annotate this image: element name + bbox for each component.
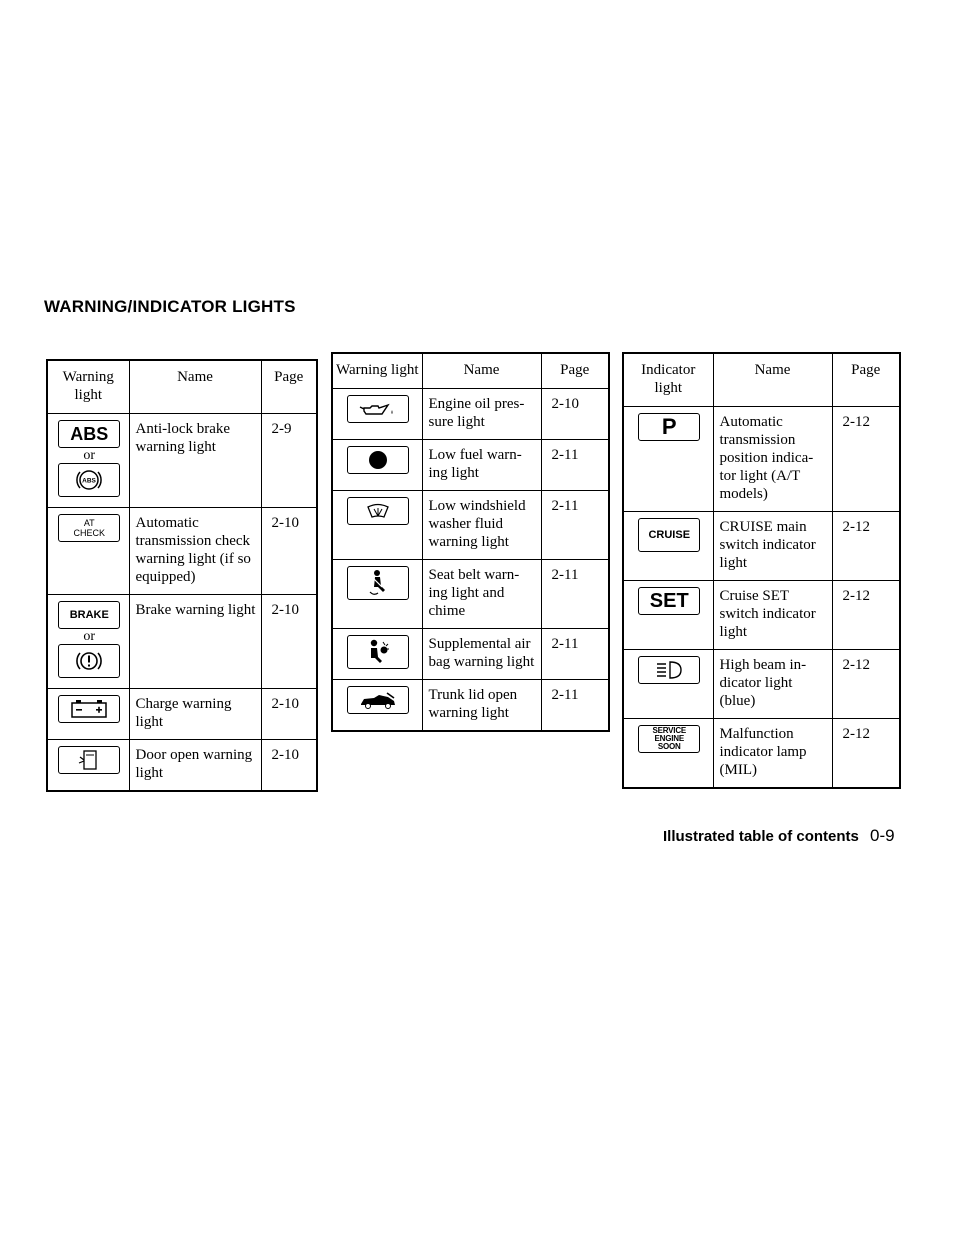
or-text: or xyxy=(83,629,96,644)
row-page: 2-11 xyxy=(541,491,609,560)
header-name: Name xyxy=(422,353,541,389)
park-position-icon xyxy=(638,413,700,441)
header-name: Name xyxy=(129,360,261,414)
set-icon xyxy=(638,587,700,615)
table-header xyxy=(47,360,317,414)
abs-label: ABS xyxy=(70,424,109,444)
row-name: Door open warning light xyxy=(129,740,261,792)
header-indicator-light: Indicator light xyxy=(623,353,713,407)
or-text: or xyxy=(83,448,96,463)
ses-line1: SERVICE xyxy=(652,726,687,735)
washer-icon xyxy=(347,497,409,525)
header-warning-light: Warning light xyxy=(332,353,422,389)
table-row xyxy=(47,740,317,792)
fuel-dot-icon xyxy=(347,446,409,474)
ses-line2: ENGINE xyxy=(654,734,684,743)
at-check-line1: AT xyxy=(83,518,95,528)
table-row xyxy=(47,508,317,595)
abs-circle-label: ABS xyxy=(82,477,97,485)
footer-section-title: Illustrated table of contents xyxy=(663,828,859,845)
table-row xyxy=(332,680,609,732)
table-row xyxy=(47,414,317,508)
row-name: High beam in- dicator light (blue) xyxy=(713,650,832,719)
ses-line3: SOON xyxy=(657,742,681,751)
table-row xyxy=(47,595,317,689)
row-page: 2-11 xyxy=(541,680,609,732)
oil-can-icon xyxy=(347,395,409,423)
warning-lights-table-2 xyxy=(331,352,610,732)
table-row xyxy=(623,407,900,512)
row-page: 2-11 xyxy=(541,629,609,680)
abs-text-icon xyxy=(58,420,120,448)
row-name: Malfunction indicator lamp (MIL) xyxy=(713,719,832,789)
table-row xyxy=(332,440,609,491)
warning-lights-table-1 xyxy=(46,359,318,792)
icon-cell xyxy=(623,407,713,512)
row-page: 2-12 xyxy=(832,719,900,789)
row-name: Anti-lock brake warning light xyxy=(129,414,261,508)
park-label: P xyxy=(661,414,677,439)
row-page: 2-10 xyxy=(541,389,609,440)
row-name: Engine oil pres- sure light xyxy=(422,389,541,440)
row-name: Seat belt warn- ing light and chime xyxy=(422,560,541,629)
icon-cell xyxy=(47,595,129,689)
table-row xyxy=(623,650,900,719)
row-page: 2-12 xyxy=(832,650,900,719)
icon-cell xyxy=(332,629,422,680)
row-page: 2-12 xyxy=(832,512,900,581)
row-page: 2-10 xyxy=(261,740,317,792)
icon-cell xyxy=(623,581,713,650)
row-name: Low fuel warn- ing light xyxy=(422,440,541,491)
row-name: Automatic transmission check warning light (if so equipped) xyxy=(129,508,261,595)
table-row xyxy=(47,689,317,740)
row-name: CRUISE main switch indicator light xyxy=(713,512,832,581)
table-row xyxy=(332,491,609,560)
row-name: Low windshield washer fluid warning light xyxy=(422,491,541,560)
trunk-open-icon xyxy=(347,686,409,714)
door-open-icon xyxy=(58,746,120,774)
row-page: 2-10 xyxy=(261,595,317,689)
table-header xyxy=(332,353,609,389)
icon-cell xyxy=(623,719,713,789)
row-name: Charge warning light xyxy=(129,689,261,740)
section-title: WARNING/INDICATOR LIGHTS xyxy=(44,297,296,316)
header-page: Page xyxy=(541,353,609,389)
icon-cell xyxy=(47,689,129,740)
icon-cell xyxy=(47,508,129,595)
set-label: SET xyxy=(649,590,689,612)
brake-circle-icon xyxy=(58,644,120,678)
icon-cell xyxy=(332,491,422,560)
high-beam-icon xyxy=(638,656,700,684)
indicator-lights-table xyxy=(622,352,901,789)
row-name: Trunk lid open warning light xyxy=(422,680,541,732)
icon-cell xyxy=(623,512,713,581)
row-page: 2-12 xyxy=(832,407,900,512)
cruise-label: CRUISE xyxy=(648,529,691,541)
table-row xyxy=(332,629,609,680)
header-page: Page xyxy=(832,353,900,407)
header-name: Name xyxy=(713,353,832,407)
table-header xyxy=(623,353,900,407)
brake-label: BRAKE xyxy=(69,609,109,621)
row-page: 2-11 xyxy=(541,440,609,491)
row-name: Cruise SET switch indicator light xyxy=(713,581,832,650)
seat-belt-icon xyxy=(347,566,409,600)
footer-page-number: 0-9 xyxy=(870,826,895,845)
table-row xyxy=(623,719,900,789)
header-warning-light: Warning light xyxy=(47,360,129,414)
row-name: Supplemental air bag warning light xyxy=(422,629,541,680)
icon-cell xyxy=(332,389,422,440)
table-row xyxy=(623,581,900,650)
air-bag-icon xyxy=(347,635,409,669)
table-row xyxy=(332,560,609,629)
icon-cell xyxy=(47,740,129,792)
icon-cell xyxy=(332,440,422,491)
service-engine-soon-icon xyxy=(638,725,700,753)
header-page: Page xyxy=(261,360,317,414)
at-check-icon xyxy=(58,514,120,542)
at-check-line2: CHECK xyxy=(73,528,105,538)
row-name: Brake warning light xyxy=(129,595,261,689)
abs-circle-icon xyxy=(58,463,120,497)
icon-cell xyxy=(623,650,713,719)
icon-cell xyxy=(47,414,129,508)
cruise-icon xyxy=(638,518,700,552)
row-page: 2-11 xyxy=(541,560,609,629)
brake-text-icon xyxy=(58,601,120,629)
table-row xyxy=(332,389,609,440)
row-page: 2-12 xyxy=(832,581,900,650)
row-page: 2-9 xyxy=(261,414,317,508)
row-name: Automatic transmission position indica- tor light (A/T models) xyxy=(713,407,832,512)
row-page: 2-10 xyxy=(261,508,317,595)
row-page: 2-10 xyxy=(261,689,317,740)
battery-icon xyxy=(58,695,120,723)
icon-cell xyxy=(332,560,422,629)
icon-cell xyxy=(332,680,422,732)
table-row xyxy=(623,512,900,581)
